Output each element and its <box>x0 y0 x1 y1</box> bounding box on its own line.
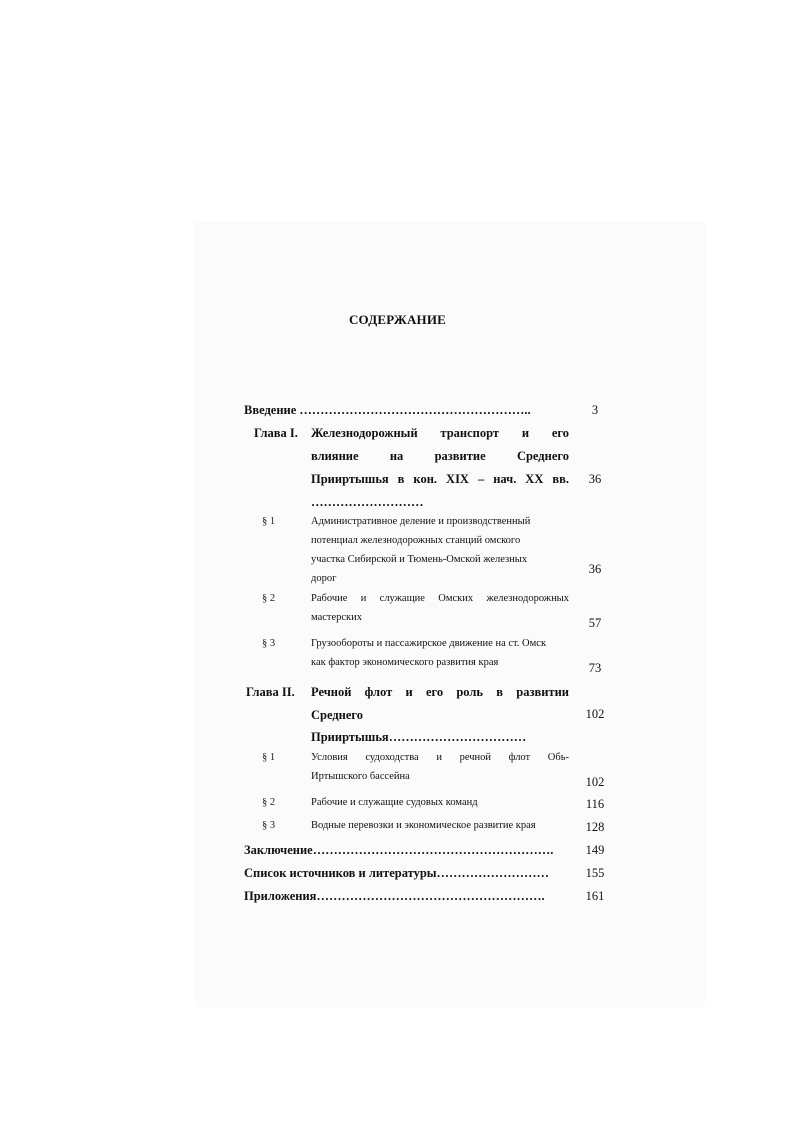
toc-conclusion-page: 149 <box>585 843 605 857</box>
chapter2-title-line2: Среднего <box>311 708 364 722</box>
toc-sources-page: 155 <box>585 866 605 880</box>
chapter2-title-line1: Речной флот и его роль в развитии <box>311 685 569 699</box>
chapter1-title-line2: влияние на развитие Среднего <box>311 449 569 463</box>
toc-heading: СОДЕРЖАНИЕ <box>348 312 447 327</box>
chapter1-title-line4: ……………………… <box>311 495 424 509</box>
ch1-sec1-line1: Административное деление и производственный <box>311 516 531 527</box>
toc-conclusion-text: Заключение…………………………………………………. <box>244 843 554 857</box>
ch2-sec2-number: § 2 <box>262 797 276 808</box>
ch2-sec3-page: 128 <box>585 820 605 834</box>
ch1-sec2-page: 57 <box>588 616 602 630</box>
chapter1-page: 36 <box>588 472 602 486</box>
toc-appendix-text: Приложения………………………………………………. <box>244 889 545 903</box>
chapter1-title-line3: Прииртышья в кон. XIX – нач. XX вв. <box>311 472 569 486</box>
ch1-sec1-number: § 1 <box>262 516 276 527</box>
ch1-sec3-line1: Грузообороты и пассажирское движение на ст. Омск <box>311 638 547 649</box>
ch1-sec3-page: 73 <box>588 661 602 675</box>
ch2-sec1-number: § 1 <box>262 752 276 763</box>
chapter1-title-line1: Железнодорожный транспорт и его <box>311 426 569 440</box>
ch1-sec3-line2: как фактор экономического развития края <box>311 657 499 668</box>
ch1-sec1-line3: участка Сибирской и Тюмень-Омской железных <box>311 554 528 565</box>
ch1-sec1-line4: дорог <box>311 573 337 584</box>
ch2-sec1-line1: Условия судоходства и речной флот Обь- <box>311 752 569 763</box>
ch2-sec2-line1: Рабочие и служащие судовых команд <box>311 797 478 808</box>
toc-intro-text: Введение ……………………………………………….. <box>244 403 531 417</box>
ch1-sec1-page: 36 <box>588 562 602 576</box>
toc-intro-page: 3 <box>591 403 599 417</box>
ch1-sec3-number: § 3 <box>262 638 276 649</box>
ch1-sec2-line1: Рабочие и служащие Омских железнодорожных <box>311 593 569 604</box>
ch2-sec2-page: 116 <box>585 797 605 811</box>
ch1-sec1-line2: потенциал железнодорожных станций омского <box>311 535 521 546</box>
chapter2-label: Глава II. <box>246 685 295 699</box>
toc-appendix-page: 161 <box>585 889 605 903</box>
ch1-sec2-number: § 2 <box>262 593 276 604</box>
chapter2-page: 102 <box>585 707 605 721</box>
chapter2-title-line3: Прииртышья…………………………… <box>311 730 527 744</box>
ch2-sec1-page: 102 <box>585 775 605 789</box>
toc-sources-text: Список источников и литературы……………………… <box>244 866 550 880</box>
ch2-sec3-line1: Водные перевозки и экономическое развитие края <box>311 820 536 831</box>
ch2-sec3-number: § 3 <box>262 820 276 831</box>
ch2-sec1-line2: Иртышского бассейна <box>311 771 410 782</box>
chapter1-label: Глава I. <box>254 426 298 440</box>
ch1-sec2-line2: мастерских <box>311 612 363 623</box>
